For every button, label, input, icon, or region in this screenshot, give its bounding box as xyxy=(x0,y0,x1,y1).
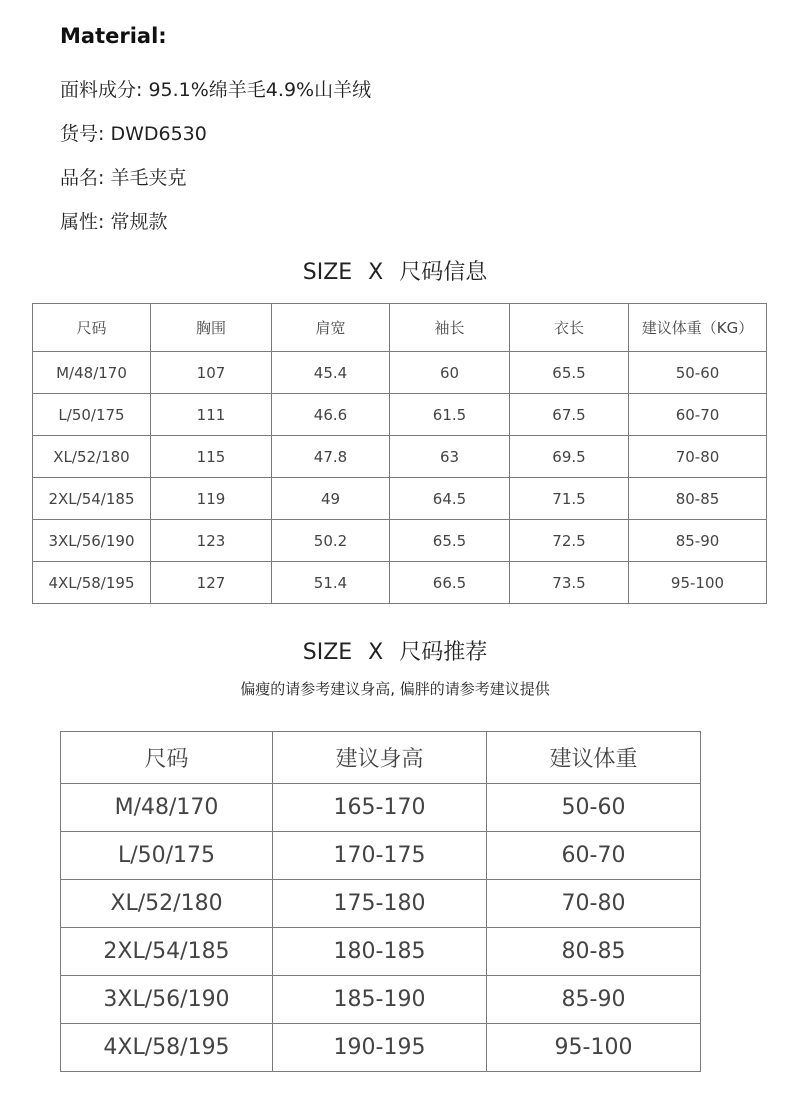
product-name-line xyxy=(60,163,186,190)
table-cell: 63 xyxy=(390,436,510,478)
table-cell: 85-90 xyxy=(629,520,767,562)
table-row xyxy=(33,478,767,520)
table-cell: 50-60 xyxy=(629,352,767,394)
table-cell: L/50/175 xyxy=(33,394,151,436)
attribute-label: 属性: xyxy=(60,211,111,233)
table-cell: M/48/170 xyxy=(61,784,273,832)
table-cell: 73.5 xyxy=(510,562,629,604)
table-row xyxy=(61,832,701,880)
table-row xyxy=(33,352,767,394)
table-cell: 4XL/58/195 xyxy=(33,562,151,604)
table-cell: 80-85 xyxy=(487,928,701,976)
table-cell: 185-190 xyxy=(273,976,487,1024)
fabric-composition-line xyxy=(60,75,371,102)
size-info-header-row xyxy=(33,304,767,352)
table-cell: 170-175 xyxy=(273,832,487,880)
table-cell: 70-80 xyxy=(629,436,767,478)
size-recommend-header-row xyxy=(61,732,701,784)
table-cell: 3XL/56/190 xyxy=(33,520,151,562)
size-info-title-x: X xyxy=(368,260,384,285)
table-cell: XL/52/180 xyxy=(61,880,273,928)
table-cell: 165-170 xyxy=(273,784,487,832)
table-cell: 51.4 xyxy=(272,562,390,604)
table-cell: 107 xyxy=(151,352,272,394)
table-cell: 180-185 xyxy=(273,928,487,976)
size-recommend-title xyxy=(0,635,790,666)
table-cell: 45.4 xyxy=(272,352,390,394)
table-cell: 65.5 xyxy=(390,520,510,562)
table-row xyxy=(33,562,767,604)
attribute-line xyxy=(60,207,167,234)
item-number-label: 货号: xyxy=(60,123,111,145)
size-recommend-table xyxy=(60,731,701,1072)
table-row xyxy=(33,520,767,562)
size-info-title-size: SIZE xyxy=(302,260,353,285)
table-cell: 46.6 xyxy=(272,394,390,436)
table-cell: 60-70 xyxy=(487,832,701,880)
header-cell: 建议体重（KG） xyxy=(629,304,767,352)
table-cell: 95-100 xyxy=(487,1024,701,1072)
table-cell: 2XL/54/185 xyxy=(61,928,273,976)
table-cell: 50.2 xyxy=(272,520,390,562)
table-row xyxy=(61,928,701,976)
material-heading: Material: xyxy=(60,24,167,48)
table-cell: 64.5 xyxy=(390,478,510,520)
table-cell: 72.5 xyxy=(510,520,629,562)
size-info-table xyxy=(32,303,767,604)
table-cell: XL/52/180 xyxy=(33,436,151,478)
header-cell: 衣长 xyxy=(510,304,629,352)
table-cell: 3XL/56/190 xyxy=(61,976,273,1024)
table-cell: 95-100 xyxy=(629,562,767,604)
product-name-label: 品名: xyxy=(60,167,111,189)
table-row xyxy=(61,1024,701,1072)
product-name-value: 羊毛夹克 xyxy=(110,167,187,189)
table-cell: 47.8 xyxy=(272,436,390,478)
table-cell: 111 xyxy=(151,394,272,436)
table-cell: 69.5 xyxy=(510,436,629,478)
table-cell: 66.5 xyxy=(390,562,510,604)
table-cell: 49 xyxy=(272,478,390,520)
table-cell: 85-90 xyxy=(487,976,701,1024)
table-cell: 65.5 xyxy=(510,352,629,394)
table-cell: 71.5 xyxy=(510,478,629,520)
table-cell: 2XL/54/185 xyxy=(33,478,151,520)
table-cell: 60-70 xyxy=(629,394,767,436)
size-info-title xyxy=(0,255,790,286)
table-row xyxy=(61,784,701,832)
table-cell: 50-60 xyxy=(487,784,701,832)
size-recommend-title-x: X xyxy=(368,640,384,665)
header-cell: 建议体重 xyxy=(487,732,701,784)
attribute-value: 常规款 xyxy=(110,211,168,233)
table-row xyxy=(61,880,701,928)
header-cell: 尺码 xyxy=(33,304,151,352)
table-cell: L/50/175 xyxy=(61,832,273,880)
fabric-composition-label: 面料成分: xyxy=(60,79,149,101)
table-cell: M/48/170 xyxy=(33,352,151,394)
table-cell: 127 xyxy=(151,562,272,604)
table-cell: 119 xyxy=(151,478,272,520)
table-cell: 123 xyxy=(151,520,272,562)
table-cell: 60 xyxy=(390,352,510,394)
table-cell: 80-85 xyxy=(629,478,767,520)
table-cell: 70-80 xyxy=(487,880,701,928)
table-cell: 67.5 xyxy=(510,394,629,436)
table-row xyxy=(33,394,767,436)
table-row xyxy=(33,436,767,478)
size-info-title-text: 尺码信息 xyxy=(399,260,488,285)
header-cell: 袖长 xyxy=(390,304,510,352)
table-row xyxy=(61,976,701,1024)
table-cell: 175-180 xyxy=(273,880,487,928)
table-cell: 115 xyxy=(151,436,272,478)
fabric-composition-value: 95.1%绵羊毛4.9%山羊绒 xyxy=(148,79,372,101)
header-cell: 肩宽 xyxy=(272,304,390,352)
size-recommend-title-size: SIZE xyxy=(302,640,353,665)
table-cell: 61.5 xyxy=(390,394,510,436)
header-cell: 胸围 xyxy=(151,304,272,352)
size-recommend-title-text: 尺码推荐 xyxy=(399,640,488,665)
header-cell: 建议身高 xyxy=(273,732,487,784)
table-cell: 190-195 xyxy=(273,1024,487,1072)
item-number-value: DWD6530 xyxy=(110,123,207,145)
item-number-line xyxy=(60,119,207,146)
size-recommend-subtitle: 偏瘦的请参考建议身高, 偏胖的请参考建议提供 xyxy=(240,680,550,698)
table-cell: 4XL/58/195 xyxy=(61,1024,273,1072)
header-cell: 尺码 xyxy=(61,732,273,784)
